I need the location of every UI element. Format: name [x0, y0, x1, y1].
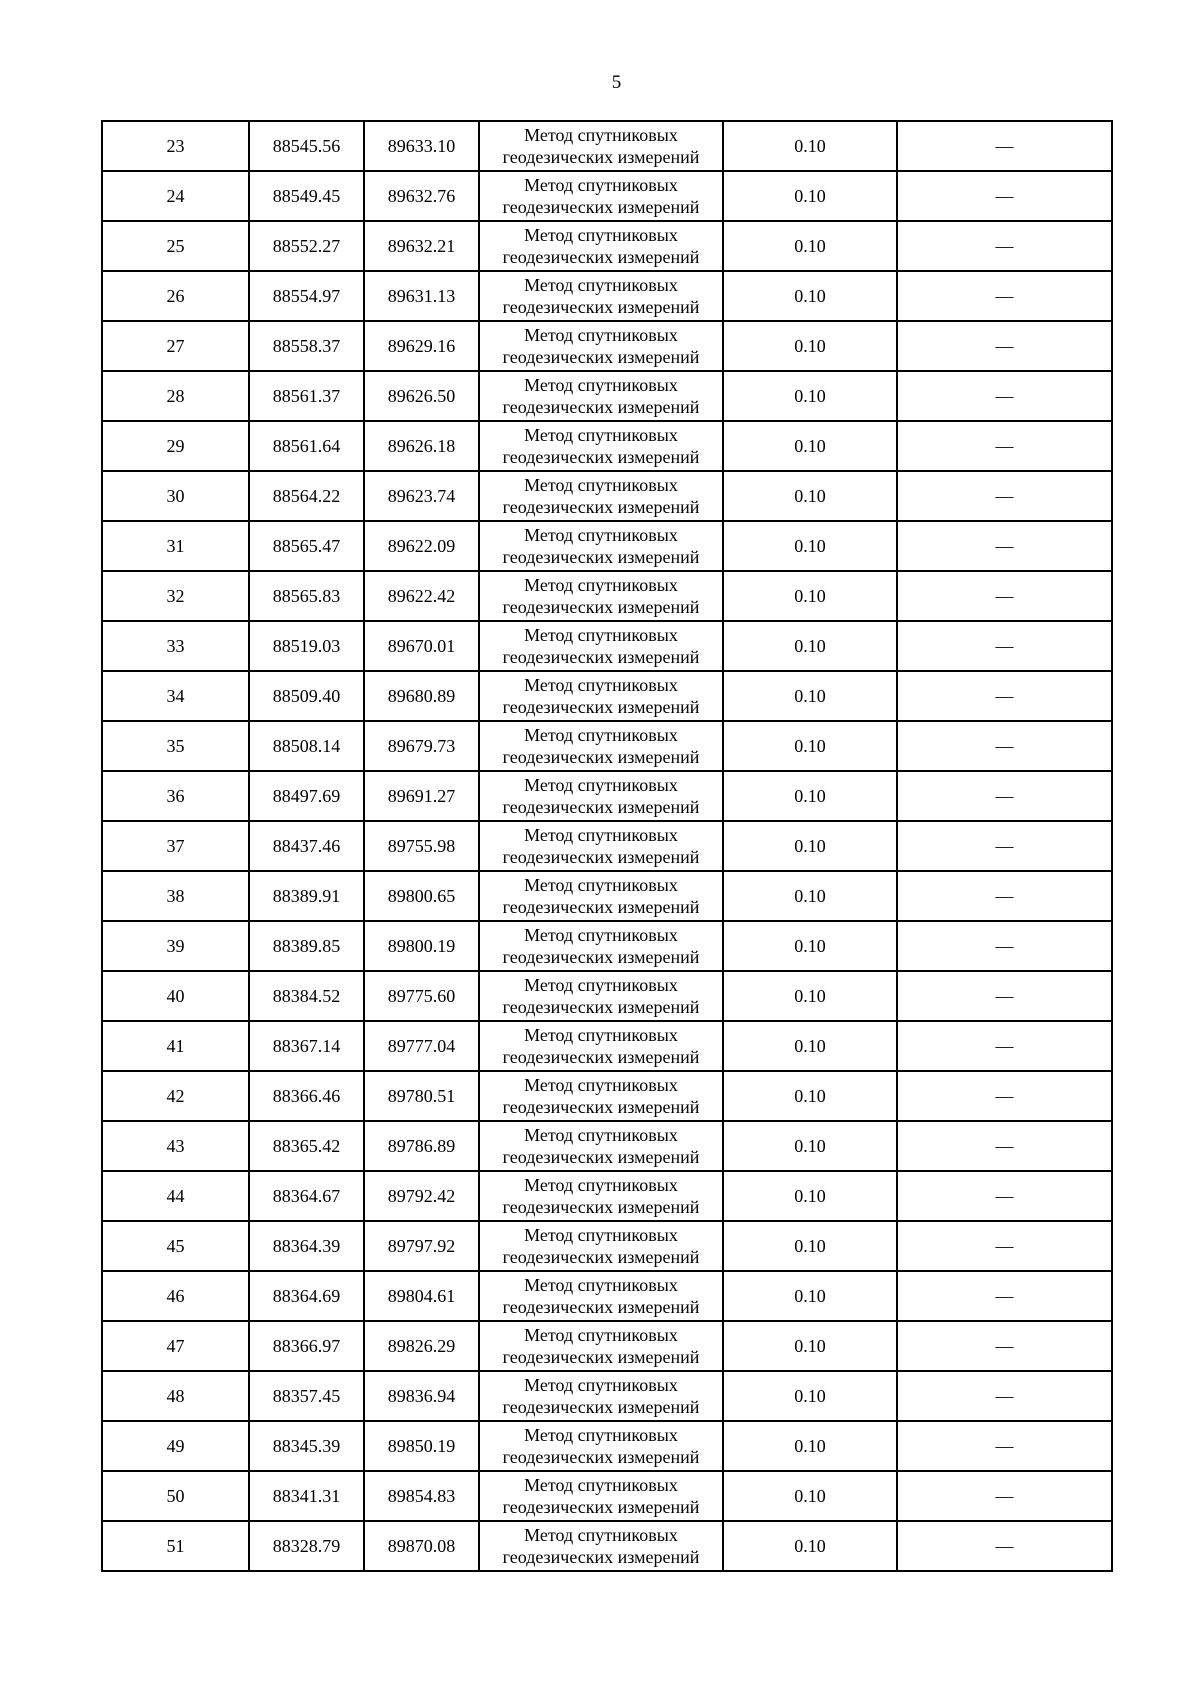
description-cell: — [897, 871, 1112, 921]
accuracy-cell: 0.10 [723, 521, 897, 571]
method-cell [479, 571, 723, 621]
x-coordinate-cell: 88389.91 [249, 871, 364, 921]
y-coordinate-cell: 89626.50 [364, 371, 479, 421]
accuracy-cell: 0.10 [723, 1421, 897, 1471]
method-line-2: геодезических измерений [502, 747, 700, 767]
method-cell [479, 821, 723, 871]
point-number-cell: 36 [102, 771, 249, 821]
table-row [102, 1371, 1112, 1421]
point-number-cell: 24 [102, 171, 249, 221]
point-number-cell: 50 [102, 1471, 249, 1521]
point-number-cell: 34 [102, 671, 249, 721]
x-coordinate-cell: 88554.97 [249, 271, 364, 321]
point-number-cell: 29 [102, 421, 249, 471]
y-coordinate-cell: 89623.74 [364, 471, 479, 521]
x-coordinate-cell: 88565.83 [249, 571, 364, 621]
point-number-cell: 33 [102, 621, 249, 671]
accuracy-cell: 0.10 [723, 1071, 897, 1121]
method-line-1: Метод спутниковых [524, 1475, 678, 1495]
method-line-1: Метод спутниковых [524, 225, 678, 245]
method-line-2: геодезических измерений [502, 1147, 700, 1167]
description-cell: — [897, 1121, 1112, 1171]
description-cell: — [897, 1371, 1112, 1421]
table-row [102, 1171, 1112, 1221]
point-number-cell: 26 [102, 271, 249, 321]
method-line-1: Метод спутниковых [524, 625, 678, 645]
method-line-1: Метод спутниковых [524, 475, 678, 495]
point-number-cell: 27 [102, 321, 249, 371]
point-number-cell: 49 [102, 1421, 249, 1471]
point-number-cell: 37 [102, 821, 249, 871]
method-cell [479, 371, 723, 421]
table-row [102, 621, 1112, 671]
method-line-1: Метод спутниковых [524, 1325, 678, 1345]
method-line-1: Метод спутниковых [524, 375, 678, 395]
method-line-1: Метод спутниковых [524, 725, 678, 745]
x-coordinate-cell: 88509.40 [249, 671, 364, 721]
accuracy-cell: 0.10 [723, 571, 897, 621]
method-line-2: геодезических измерений [502, 447, 700, 467]
x-coordinate-cell: 88519.03 [249, 621, 364, 671]
x-coordinate-cell: 88364.67 [249, 1171, 364, 1221]
y-coordinate-cell: 89626.18 [364, 421, 479, 471]
method-line-2: геодезических измерений [502, 297, 700, 317]
table-row [102, 521, 1112, 571]
y-coordinate-cell: 89836.94 [364, 1371, 479, 1421]
accuracy-cell: 0.10 [723, 621, 897, 671]
method-cell [479, 171, 723, 221]
method-line-2: геодезических измерений [502, 547, 700, 567]
x-coordinate-cell: 88561.37 [249, 371, 364, 421]
table-row [102, 221, 1112, 271]
method-line-1: Метод спутниковых [524, 1175, 678, 1195]
description-cell: — [897, 1171, 1112, 1221]
description-cell: — [897, 1021, 1112, 1071]
y-coordinate-cell: 89631.13 [364, 271, 479, 321]
method-line-1: Метод спутниковых [524, 1525, 678, 1545]
description-cell: — [897, 421, 1112, 471]
method-cell [479, 271, 723, 321]
point-number-cell: 25 [102, 221, 249, 271]
method-line-1: Метод спутниковых [524, 1275, 678, 1295]
point-number-cell: 48 [102, 1371, 249, 1421]
table-row [102, 1071, 1112, 1121]
accuracy-cell: 0.10 [723, 721, 897, 771]
method-line-2: геодезических измерений [502, 1297, 700, 1317]
method-line-2: геодезических измерений [502, 497, 700, 517]
method-line-1: Метод спутниковых [524, 1375, 678, 1395]
table-row [102, 371, 1112, 421]
coordinates-table [101, 120, 1113, 1572]
x-coordinate-cell: 88341.31 [249, 1471, 364, 1521]
accuracy-cell: 0.10 [723, 1171, 897, 1221]
table-row [102, 271, 1112, 321]
method-line-1: Метод спутниковых [524, 575, 678, 595]
y-coordinate-cell: 89679.73 [364, 721, 479, 771]
method-line-1: Метод спутниковых [524, 675, 678, 695]
accuracy-cell: 0.10 [723, 271, 897, 321]
table-row [102, 921, 1112, 971]
point-number-cell: 28 [102, 371, 249, 421]
description-cell: — [897, 771, 1112, 821]
method-cell [479, 471, 723, 521]
accuracy-cell: 0.10 [723, 171, 897, 221]
accuracy-cell: 0.10 [723, 1221, 897, 1271]
accuracy-cell: 0.10 [723, 1521, 897, 1571]
x-coordinate-cell: 88564.22 [249, 471, 364, 521]
method-line-1: Метод спутниковых [524, 1425, 678, 1445]
table-row [102, 671, 1112, 721]
method-line-1: Метод спутниковых [524, 925, 678, 945]
x-coordinate-cell: 88545.56 [249, 121, 364, 171]
description-cell: — [897, 721, 1112, 771]
point-number-cell: 44 [102, 1171, 249, 1221]
description-cell: — [897, 471, 1112, 521]
accuracy-cell: 0.10 [723, 1021, 897, 1071]
y-coordinate-cell: 89786.89 [364, 1121, 479, 1171]
description-cell: — [897, 921, 1112, 971]
accuracy-cell: 0.10 [723, 1371, 897, 1421]
method-line-2: геодезических измерений [502, 897, 700, 917]
method-line-1: Метод спутниковых [524, 1125, 678, 1145]
method-line-2: геодезических измерений [502, 247, 700, 267]
table-row [102, 171, 1112, 221]
accuracy-cell: 0.10 [723, 421, 897, 471]
point-number-cell: 41 [102, 1021, 249, 1071]
method-cell [479, 1371, 723, 1421]
method-line-1: Метод спутниковых [524, 175, 678, 195]
method-line-2: геодезических измерений [502, 947, 700, 967]
table-row [102, 1121, 1112, 1171]
description-cell: — [897, 1421, 1112, 1471]
accuracy-cell: 0.10 [723, 971, 897, 1021]
y-coordinate-cell: 89632.76 [364, 171, 479, 221]
y-coordinate-cell: 89629.16 [364, 321, 479, 371]
table-row [102, 321, 1112, 371]
table-row [102, 471, 1112, 521]
y-coordinate-cell: 89622.42 [364, 571, 479, 621]
x-coordinate-cell: 88328.79 [249, 1521, 364, 1571]
method-cell [479, 221, 723, 271]
method-cell [479, 971, 723, 1021]
method-line-1: Метод спутниковых [524, 1075, 678, 1095]
method-cell [479, 721, 723, 771]
point-number-cell: 42 [102, 1071, 249, 1121]
description-cell: — [897, 821, 1112, 871]
method-cell [479, 1521, 723, 1571]
point-number-cell: 51 [102, 1521, 249, 1571]
page-number: 5 [611, 72, 622, 93]
description-cell: — [897, 271, 1112, 321]
y-coordinate-cell: 89780.51 [364, 1071, 479, 1121]
accuracy-cell: 0.10 [723, 1321, 897, 1371]
method-cell [479, 1221, 723, 1271]
method-line-1: Метод спутниковых [524, 275, 678, 295]
table-row [102, 721, 1112, 771]
point-number-cell: 40 [102, 971, 249, 1021]
x-coordinate-cell: 88389.85 [249, 921, 364, 971]
accuracy-cell: 0.10 [723, 221, 897, 271]
method-line-2: геодезических измерений [502, 647, 700, 667]
method-line-2: геодезических измерений [502, 1447, 700, 1467]
x-coordinate-cell: 88364.69 [249, 1271, 364, 1321]
y-coordinate-cell: 89670.01 [364, 621, 479, 671]
method-cell [479, 1071, 723, 1121]
accuracy-cell: 0.10 [723, 871, 897, 921]
description-cell: — [897, 971, 1112, 1021]
accuracy-cell: 0.10 [723, 921, 897, 971]
table-row [102, 1021, 1112, 1071]
method-line-2: геодезических измерений [502, 597, 700, 617]
method-line-1: Метод спутниковых [524, 825, 678, 845]
description-cell: — [897, 1271, 1112, 1321]
table-row [102, 121, 1112, 171]
point-number-cell: 30 [102, 471, 249, 521]
method-cell [479, 1321, 723, 1371]
method-line-2: геодезических измерений [502, 1397, 700, 1417]
method-cell [479, 1471, 723, 1521]
description-cell: — [897, 1521, 1112, 1571]
point-number-cell: 38 [102, 871, 249, 921]
x-coordinate-cell: 88508.14 [249, 721, 364, 771]
x-coordinate-cell: 88552.27 [249, 221, 364, 271]
y-coordinate-cell: 89775.60 [364, 971, 479, 1021]
x-coordinate-cell: 88345.39 [249, 1421, 364, 1471]
y-coordinate-cell: 89870.08 [364, 1521, 479, 1571]
method-line-2: геодезических измерений [502, 997, 700, 1017]
method-line-2: геодезических измерений [502, 1197, 700, 1217]
method-line-2: геодезических измерений [502, 1497, 700, 1517]
table-row [102, 571, 1112, 621]
table-row [102, 821, 1112, 871]
method-line-2: геодезических измерений [502, 1047, 700, 1067]
method-line-1: Метод спутниковых [524, 975, 678, 995]
accuracy-cell: 0.10 [723, 1121, 897, 1171]
accuracy-cell: 0.10 [723, 121, 897, 171]
y-coordinate-cell: 89797.92 [364, 1221, 479, 1271]
y-coordinate-cell: 89680.89 [364, 671, 479, 721]
method-cell [479, 871, 723, 921]
method-cell [479, 671, 723, 721]
x-coordinate-cell: 88384.52 [249, 971, 364, 1021]
method-cell [479, 621, 723, 671]
x-coordinate-cell: 88565.47 [249, 521, 364, 571]
description-cell: — [897, 671, 1112, 721]
description-cell: — [897, 571, 1112, 621]
method-line-2: геодезических измерений [502, 1347, 700, 1367]
accuracy-cell: 0.10 [723, 471, 897, 521]
method-line-2: геодезических измерений [502, 1547, 700, 1567]
description-cell: — [897, 121, 1112, 171]
y-coordinate-cell: 89632.21 [364, 221, 479, 271]
method-line-1: Метод спутниковых [524, 425, 678, 445]
point-number-cell: 35 [102, 721, 249, 771]
y-coordinate-cell: 89854.83 [364, 1471, 479, 1521]
method-cell [479, 421, 723, 471]
table-row [102, 771, 1112, 821]
y-coordinate-cell: 89800.65 [364, 871, 479, 921]
point-number-cell: 32 [102, 571, 249, 621]
method-line-2: геодезических измерений [502, 797, 700, 817]
method-cell [479, 921, 723, 971]
description-cell: — [897, 171, 1112, 221]
table-row [102, 871, 1112, 921]
table-row [102, 1321, 1112, 1371]
description-cell: — [897, 1071, 1112, 1121]
y-coordinate-cell: 89804.61 [364, 1271, 479, 1321]
method-line-2: геодезических измерений [502, 147, 700, 167]
y-coordinate-cell: 89800.19 [364, 921, 479, 971]
point-number-cell: 43 [102, 1121, 249, 1171]
table-row [102, 971, 1112, 1021]
method-cell [479, 1421, 723, 1471]
method-cell [479, 1271, 723, 1321]
method-cell [479, 1171, 723, 1221]
point-number-cell: 39 [102, 921, 249, 971]
method-line-2: геодезических измерений [502, 1247, 700, 1267]
y-coordinate-cell: 89850.19 [364, 1421, 479, 1471]
method-line-1: Метод спутниковых [524, 525, 678, 545]
x-coordinate-cell: 88497.69 [249, 771, 364, 821]
method-line-1: Метод спутниковых [524, 125, 678, 145]
method-line-1: Метод спутниковых [524, 325, 678, 345]
y-coordinate-cell: 89755.98 [364, 821, 479, 871]
method-cell [479, 321, 723, 371]
x-coordinate-cell: 88437.46 [249, 821, 364, 871]
method-line-1: Метод спутниковых [524, 1225, 678, 1245]
description-cell: — [897, 621, 1112, 671]
description-cell: — [897, 521, 1112, 571]
table-row [102, 421, 1112, 471]
y-coordinate-cell: 89826.29 [364, 1321, 479, 1371]
accuracy-cell: 0.10 [723, 1271, 897, 1321]
table-row [102, 1221, 1112, 1271]
method-cell [479, 771, 723, 821]
y-coordinate-cell: 89622.09 [364, 521, 479, 571]
table-row [102, 1271, 1112, 1321]
accuracy-cell: 0.10 [723, 1471, 897, 1521]
method-line-1: Метод спутниковых [524, 875, 678, 895]
point-number-cell: 45 [102, 1221, 249, 1271]
description-cell: — [897, 221, 1112, 271]
method-line-2: геодезических измерений [502, 197, 700, 217]
description-cell: — [897, 1471, 1112, 1521]
method-line-2: геодезических измерений [502, 397, 700, 417]
x-coordinate-cell: 88365.42 [249, 1121, 364, 1171]
method-line-2: геодезических измерений [502, 847, 700, 867]
method-cell [479, 121, 723, 171]
table-row [102, 1471, 1112, 1521]
method-cell [479, 1121, 723, 1171]
coordinates-table-body [102, 121, 1112, 1571]
accuracy-cell: 0.10 [723, 321, 897, 371]
method-cell [479, 1021, 723, 1071]
y-coordinate-cell: 89633.10 [364, 121, 479, 171]
x-coordinate-cell: 88558.37 [249, 321, 364, 371]
accuracy-cell: 0.10 [723, 671, 897, 721]
point-number-cell: 23 [102, 121, 249, 171]
point-number-cell: 47 [102, 1321, 249, 1371]
x-coordinate-cell: 88561.64 [249, 421, 364, 471]
accuracy-cell: 0.10 [723, 821, 897, 871]
x-coordinate-cell: 88357.45 [249, 1371, 364, 1421]
point-number-cell: 46 [102, 1271, 249, 1321]
y-coordinate-cell: 89777.04 [364, 1021, 479, 1071]
x-coordinate-cell: 88366.46 [249, 1071, 364, 1121]
method-line-1: Метод спутниковых [524, 775, 678, 795]
x-coordinate-cell: 88549.45 [249, 171, 364, 221]
x-coordinate-cell: 88367.14 [249, 1021, 364, 1071]
method-line-2: геодезических измерений [502, 697, 700, 717]
accuracy-cell: 0.10 [723, 771, 897, 821]
description-cell: — [897, 1321, 1112, 1371]
x-coordinate-cell: 88364.39 [249, 1221, 364, 1271]
method-line-1: Метод спутниковых [524, 1025, 678, 1045]
table-row [102, 1521, 1112, 1571]
point-number-cell: 31 [102, 521, 249, 571]
y-coordinate-cell: 89792.42 [364, 1171, 479, 1221]
method-line-2: геодезических измерений [502, 347, 700, 367]
accuracy-cell: 0.10 [723, 371, 897, 421]
method-cell [479, 521, 723, 571]
description-cell: — [897, 1221, 1112, 1271]
x-coordinate-cell: 88366.97 [249, 1321, 364, 1371]
table-row [102, 1421, 1112, 1471]
y-coordinate-cell: 89691.27 [364, 771, 479, 821]
method-line-2: геодезических измерений [502, 1097, 700, 1117]
description-cell: — [897, 371, 1112, 421]
description-cell: — [897, 321, 1112, 371]
